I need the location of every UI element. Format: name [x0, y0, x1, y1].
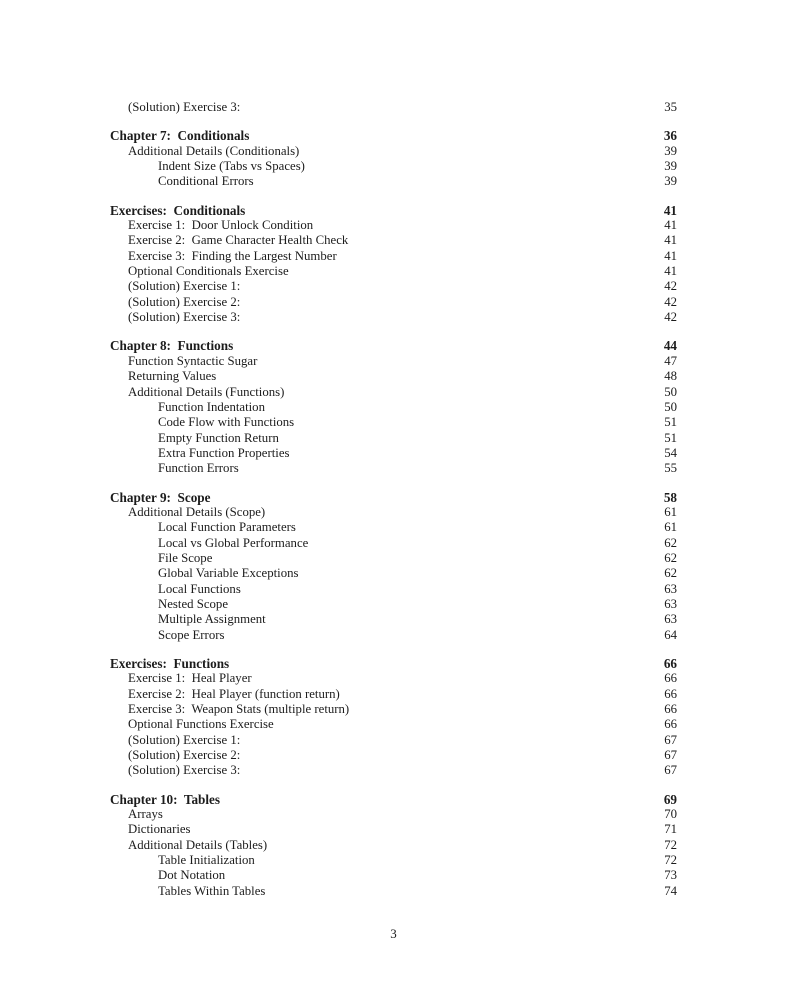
toc-entry-page: 62: [664, 566, 677, 581]
toc-entry-label: Exercise 1: Heal Player: [128, 671, 252, 686]
toc-entry[interactable]: [110, 807, 677, 822]
dot-leader: [270, 505, 651, 520]
toc-entry-page: 67: [664, 763, 677, 778]
toc-entry-page: 42: [664, 279, 677, 294]
toc-entry-page: 61: [664, 504, 677, 519]
toc-entry-label: Exercise 2: Heal Player (function return): [128, 686, 340, 701]
toc-entry-page: 67: [664, 732, 677, 747]
toc-entry-label: Function Errors: [158, 461, 239, 476]
dot-leader: [354, 702, 651, 717]
toc-entry-page: 63: [664, 581, 677, 596]
footer-page-number: 3: [390, 926, 397, 941]
toc-entry[interactable]: [110, 279, 677, 294]
toc-entry[interactable]: [110, 310, 677, 325]
dot-leader: [245, 763, 651, 778]
toc-heading-page: 44: [663, 338, 677, 354]
toc-entry[interactable]: [110, 868, 677, 883]
dot-leader: [301, 520, 651, 535]
toc-entry-page: 54: [664, 445, 677, 460]
toc-entry[interactable]: [110, 174, 677, 189]
toc-entry[interactable]: [110, 461, 677, 476]
dot-leader: [245, 748, 651, 763]
toc-entry-label: (Solution) Exercise 3:: [128, 763, 241, 778]
dot-leader: [244, 461, 651, 476]
toc-entry-label: Nested Scope: [158, 596, 229, 611]
dot-leader: [270, 400, 651, 415]
toc-heading-label: Chapter 10: Tables: [110, 791, 221, 807]
toc-entry-page: 42: [664, 310, 677, 325]
toc-entry[interactable]: [110, 838, 677, 853]
toc-entry[interactable]: [110, 100, 677, 115]
toc-chapter-heading[interactable]: [110, 338, 677, 353]
toc-entry-label: Function Syntactic Sugar: [128, 353, 258, 368]
toc-entry[interactable]: [110, 354, 677, 369]
toc-entry[interactable]: [110, 295, 677, 310]
dot-leader: [295, 446, 652, 461]
toc-entry[interactable]: [110, 159, 677, 174]
toc-entry-page: 41: [664, 264, 677, 279]
toc-entry-page: 41: [664, 218, 677, 233]
toc-entry[interactable]: [110, 385, 677, 400]
toc-entry-label: Local Function Parameters: [158, 520, 296, 535]
dot-leader: [229, 628, 651, 643]
toc-entry-page: 72: [664, 853, 677, 868]
dot-leader: [245, 733, 651, 748]
toc-entry[interactable]: [110, 218, 677, 233]
dot-leader: [168, 807, 651, 822]
toc-entry[interactable]: [110, 551, 677, 566]
dot-leader: [257, 671, 651, 686]
toc-entry[interactable]: [110, 717, 677, 732]
toc-entry[interactable]: [110, 822, 677, 837]
dot-leader: [262, 354, 651, 369]
dot-leader: [294, 264, 651, 279]
toc-entry-page: 63: [664, 596, 677, 611]
toc-entry-label: Local vs Global Performance: [158, 535, 309, 550]
toc-entry-page: 74: [664, 883, 677, 898]
toc-entry-label: (Solution) Exercise 3:: [128, 310, 241, 325]
dot-leader: [270, 884, 651, 899]
dot-leader: [245, 295, 651, 310]
dot-leader: [304, 144, 651, 159]
toc-entry[interactable]: [110, 702, 677, 717]
toc-entry-label: Additional Details (Scope): [128, 504, 266, 519]
dot-leader: [271, 612, 651, 627]
toc-entry[interactable]: [110, 582, 677, 597]
toc-entry-label: Local Functions: [158, 581, 241, 596]
toc-entry-page: 51: [664, 415, 677, 430]
toc-entry-label: Exercise 3: Finding the Largest Number: [128, 248, 337, 263]
dot-leader: [196, 822, 651, 837]
toc-heading-label: Chapter 9: Scope: [110, 489, 211, 505]
toc-entry[interactable]: [110, 628, 677, 643]
toc-entry[interactable]: [110, 520, 677, 535]
toc-heading-page: 58: [663, 489, 677, 505]
toc-entry-page: 67: [664, 748, 677, 763]
toc-entry-label: (Solution) Exercise 2:: [128, 748, 241, 763]
dot-leader: [318, 218, 651, 233]
toc-entry-page: 35: [664, 100, 677, 114]
toc-entry-page: 72: [664, 837, 677, 852]
toc-entry-label: Optional Functions Exercise: [128, 717, 274, 732]
toc-chapter-heading[interactable]: [110, 656, 677, 671]
toc-entry[interactable]: [110, 733, 677, 748]
toc-entry[interactable]: [110, 446, 677, 461]
dot-leader: [245, 279, 651, 294]
toc-entry-label: Exercise 1: Door Unlock Condition: [128, 218, 314, 233]
toc-entry[interactable]: [110, 671, 677, 686]
toc-heading-page: 66: [663, 656, 677, 671]
toc-entry-label: Tables Within Tables: [158, 883, 266, 898]
toc-entry-label: Function Indentation: [158, 399, 265, 414]
toc-entry-page: 50: [664, 384, 677, 399]
toc-entry[interactable]: [110, 264, 677, 279]
toc: [110, 100, 677, 899]
toc-heading-page: 36: [663, 128, 677, 144]
dot-leader: [299, 415, 651, 430]
toc-entry-label: Indent Size (Tabs vs Spaces): [158, 159, 305, 174]
toc-entry-label: (Solution) Exercise 1:: [128, 279, 241, 294]
toc-entry-page: 66: [664, 717, 677, 732]
toc-entry-page: 61: [664, 520, 677, 535]
toc-entry-page: 51: [664, 430, 677, 445]
toc-heading-page: 41: [663, 202, 677, 218]
toc-entry[interactable]: [110, 233, 677, 248]
dot-leader: [284, 431, 651, 446]
dot-leader: [345, 687, 651, 702]
toc-entry-page: 48: [664, 369, 677, 384]
dot-leader: [313, 536, 651, 551]
dot-leader: [217, 551, 651, 566]
toc-entry-label: Exercise 3: Weapon Stats (multiple return): [128, 702, 350, 717]
toc-entry-page: 66: [664, 671, 677, 686]
toc-entry-page: 62: [664, 535, 677, 550]
toc-entry-label: Empty Function Return: [158, 430, 279, 445]
toc-entry-label: Arrays: [128, 807, 163, 822]
toc-entry-label: (Solution) Exercise 1:: [128, 732, 241, 747]
dot-leader: [279, 717, 651, 732]
toc-entry-page: 39: [664, 143, 677, 158]
toc-entry-page: 50: [664, 399, 677, 414]
toc-entry-page: 66: [664, 702, 677, 717]
toc-entry-page: 39: [664, 159, 677, 174]
toc-chapter-heading[interactable]: [110, 128, 677, 143]
toc-entry-page: 64: [664, 627, 677, 642]
toc-chapter-heading[interactable]: [110, 490, 677, 505]
dot-leader: [260, 853, 651, 868]
toc-entry-label: Additional Details (Tables): [128, 837, 268, 852]
toc-entry-page: 62: [664, 550, 677, 565]
toc-entry[interactable]: [110, 566, 677, 581]
toc-entry-page: 73: [664, 868, 677, 883]
dot-leader: [259, 174, 651, 189]
dot-leader: [246, 582, 651, 597]
toc-entry-page: 47: [664, 353, 677, 368]
toc-entry-label: Optional Conditionals Exercise: [128, 264, 289, 279]
toc-entry-label: Global Variable Exceptions: [158, 566, 299, 581]
toc-entry-label: Exercise 2: Game Character Health Check: [128, 233, 349, 248]
toc-entry-label: Multiple Assignment: [158, 612, 266, 627]
dot-leader: [272, 838, 651, 853]
toc-entry-page: 39: [664, 174, 677, 189]
toc-entry[interactable]: [110, 597, 677, 612]
toc-entry[interactable]: [110, 144, 677, 159]
toc-heading-label: Chapter 7: Conditionals: [110, 128, 250, 144]
toc-entry-page: 63: [664, 612, 677, 627]
toc-entry-page: 55: [664, 461, 677, 476]
toc-entry-label: Scope Errors: [158, 627, 225, 642]
toc-entry[interactable]: [110, 431, 677, 446]
dot-leader: [230, 868, 651, 883]
toc-entry-page: 71: [664, 822, 677, 837]
toc-entry[interactable]: [110, 415, 677, 430]
toc-entry-label: Table Initialization: [158, 853, 255, 868]
toc-heading-label: Chapter 8: Functions: [110, 338, 234, 354]
toc-entry[interactable]: [110, 687, 677, 702]
toc-entry-label: Code Flow with Functions: [158, 415, 295, 430]
toc-entry[interactable]: [110, 612, 677, 627]
toc-entry-page: 70: [664, 807, 677, 822]
dot-leader: [221, 369, 651, 384]
toc-entry-page: 41: [664, 233, 677, 248]
toc-entry-label: File Scope: [158, 550, 213, 565]
toc-heading-label: Exercises: Functions: [110, 656, 230, 671]
toc-entry-label: Dictionaries: [128, 822, 191, 837]
toc-entry[interactable]: [110, 853, 677, 868]
dot-leader: [304, 566, 652, 581]
toc-entry[interactable]: [110, 763, 677, 778]
dot-leader: [233, 597, 651, 612]
toc-entry-label: Extra Function Properties: [158, 445, 290, 460]
toc-entry-label: Returning Values: [128, 369, 217, 384]
toc-chapter-heading[interactable]: [110, 792, 677, 807]
dot-leader: [245, 310, 651, 325]
toc-entry[interactable]: [110, 536, 677, 551]
toc-entry[interactable]: [110, 884, 677, 899]
toc-entry-label: Additional Details (Functions): [128, 384, 285, 399]
toc-chapter-heading[interactable]: [110, 203, 677, 218]
toc-heading-page: 69: [663, 791, 677, 807]
toc-heading-label: Exercises: Conditionals: [110, 202, 246, 218]
toc-entry[interactable]: [110, 505, 677, 520]
toc-entry-label: Conditional Errors: [158, 174, 254, 189]
dot-leader: [289, 385, 651, 400]
dot-leader: [310, 159, 651, 174]
toc-entry-page: 41: [664, 248, 677, 263]
toc-entry-label: (Solution) Exercise 3:: [128, 100, 241, 114]
toc-entry[interactable]: [110, 249, 677, 264]
toc-entry-label: Dot Notation: [158, 868, 226, 883]
toc-entry-page: 66: [664, 686, 677, 701]
toc-entry-label: (Solution) Exercise 2:: [128, 294, 241, 309]
dot-leader: [353, 233, 651, 248]
toc-entry-page: 42: [664, 294, 677, 309]
toc-entry-label: Additional Details (Conditionals): [128, 143, 300, 158]
toc-entry[interactable]: [110, 748, 677, 763]
toc-entry[interactable]: [110, 400, 677, 415]
toc-entry[interactable]: [110, 369, 677, 384]
dot-leader: [245, 100, 651, 115]
dot-leader: [342, 249, 651, 264]
